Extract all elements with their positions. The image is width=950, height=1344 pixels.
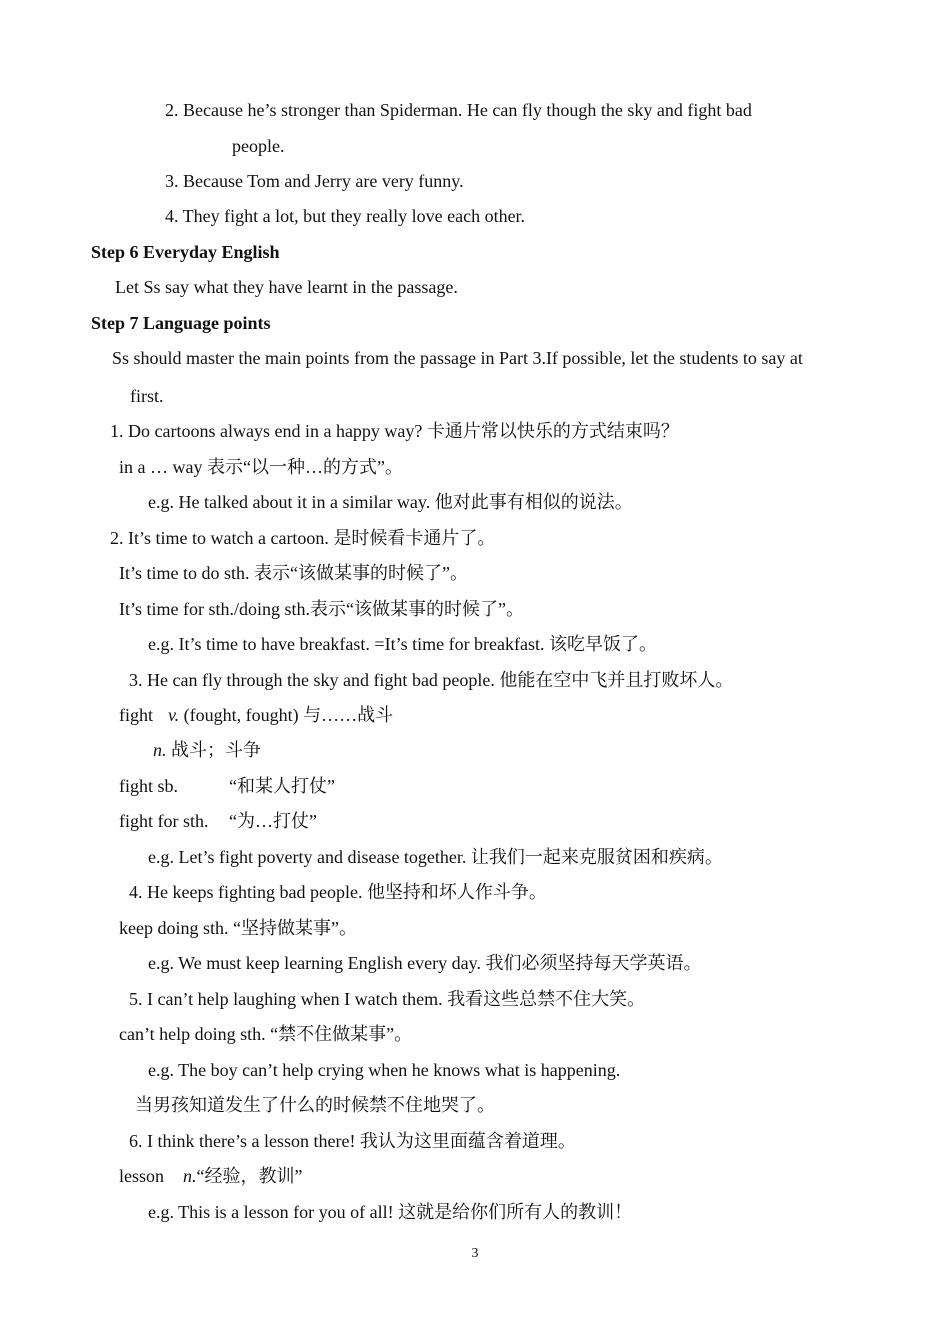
point-3-noun-line (153, 739, 261, 761)
point-6-example: e.g. This is a lesson for you of all! 这就是给你们所有人的教训！ (148, 1202, 633, 1222)
point-6-pos: n. (183, 1166, 197, 1186)
answer-2-line-2: people. (232, 136, 285, 156)
point-4: 4. He keeps fighting bad people. 他坚持和坏人作斗争。 (129, 882, 547, 902)
step-7-heading: Step 7 Language points (91, 313, 271, 333)
point-5-example: e.g. The boy can’t help crying when he knows what is happening. (148, 1060, 621, 1080)
step-7-intro-line-2: first. (130, 386, 164, 406)
point-4-note: keep doing sth. “坚持做某事”。 (119, 918, 357, 938)
point-2-note-2: It’s time for sth./doing sth.表示“该做某事的时候了”。 (119, 599, 524, 619)
point-5-example-translation: 当男孩知道发生了什么的时候禁不住地哭了。 (135, 1095, 495, 1115)
point-4-example: e.g. We must keep learning English every day. 我们必须坚持每天学英语。 (148, 953, 702, 973)
point-6-word: lesson (119, 1166, 164, 1186)
point-3-verb-pos: v. (168, 705, 180, 725)
answer-2-line-1: 2. Because he’s stronger than Spiderman. He can fly though the sky and fight bad (165, 100, 752, 120)
point-3-verb-line (119, 704, 393, 726)
point-3-phrase-1: fight sb. (119, 776, 179, 796)
point-5-note: can’t help doing sth. “禁不住做某事”。 (119, 1024, 413, 1044)
step-7-intro-line-1: Ss should master the main points from the passage in Part 3.If possible, let the students to say at (112, 348, 803, 368)
point-2-note-1: It’s time to do sth. 表示“该做某事的时候了”。 (119, 563, 468, 583)
point-6-def: “经验，教训” (196, 1166, 303, 1186)
answer-4: 4. They fight a lot, but they really love each other. (165, 206, 526, 226)
page-number: 3 (471, 1246, 479, 1261)
answer-3: 3. Because Tom and Jerry are very funny. (165, 171, 464, 191)
point-2-example: e.g. It’s time to have breakfast. =It’s time for breakfast. 该吃早饭了。 (148, 634, 658, 654)
point-3-word: fight (119, 705, 153, 725)
point-3-phrase-2-def: “为…打仗” (229, 811, 317, 831)
point-1: 1. Do cartoons always end in a happy way? 卡通片常以快乐的方式结束吗？ (110, 421, 679, 441)
point-6-word-line (119, 1165, 302, 1187)
point-2: 2. It’s time to watch a cartoon. 是时候看卡通片了。 (110, 528, 496, 548)
point-3-noun-def: 战斗；斗争 (166, 740, 261, 760)
point-1-note: in a … way 表示“以一种…的方式”。 (119, 457, 403, 477)
point-3: 3. He can fly through the sky and fight bad people. 他能在空中飞并且打败坏人。 (129, 670, 734, 690)
point-3-example: e.g. Let’s fight poverty and disease together. 让我们一起来克服贫困和疾病。 (148, 847, 723, 867)
step-6-heading: Step 6 Everyday English (91, 242, 280, 262)
step-6-text: Let Ss say what they have learnt in the passage. (115, 277, 458, 297)
point-5: 5. I can’t help laughing when I watch them. 我看这些总禁不住大笑。 (129, 989, 646, 1009)
point-1-example: e.g. He talked about it in a similar way. 他对此事有相似的说法。 (148, 492, 633, 512)
point-3-phrase-2: fight for sth. (119, 811, 209, 831)
point-3-phrase-1-def: “和某人打仗” (229, 776, 335, 796)
point-3-verb-def: (fought, fought) 与……战斗 (179, 705, 394, 725)
point-3-noun-pos: n. (153, 740, 167, 760)
point-6: 6. I think there’s a lesson there! 我认为这里面蕴含着道理。 (129, 1131, 576, 1151)
